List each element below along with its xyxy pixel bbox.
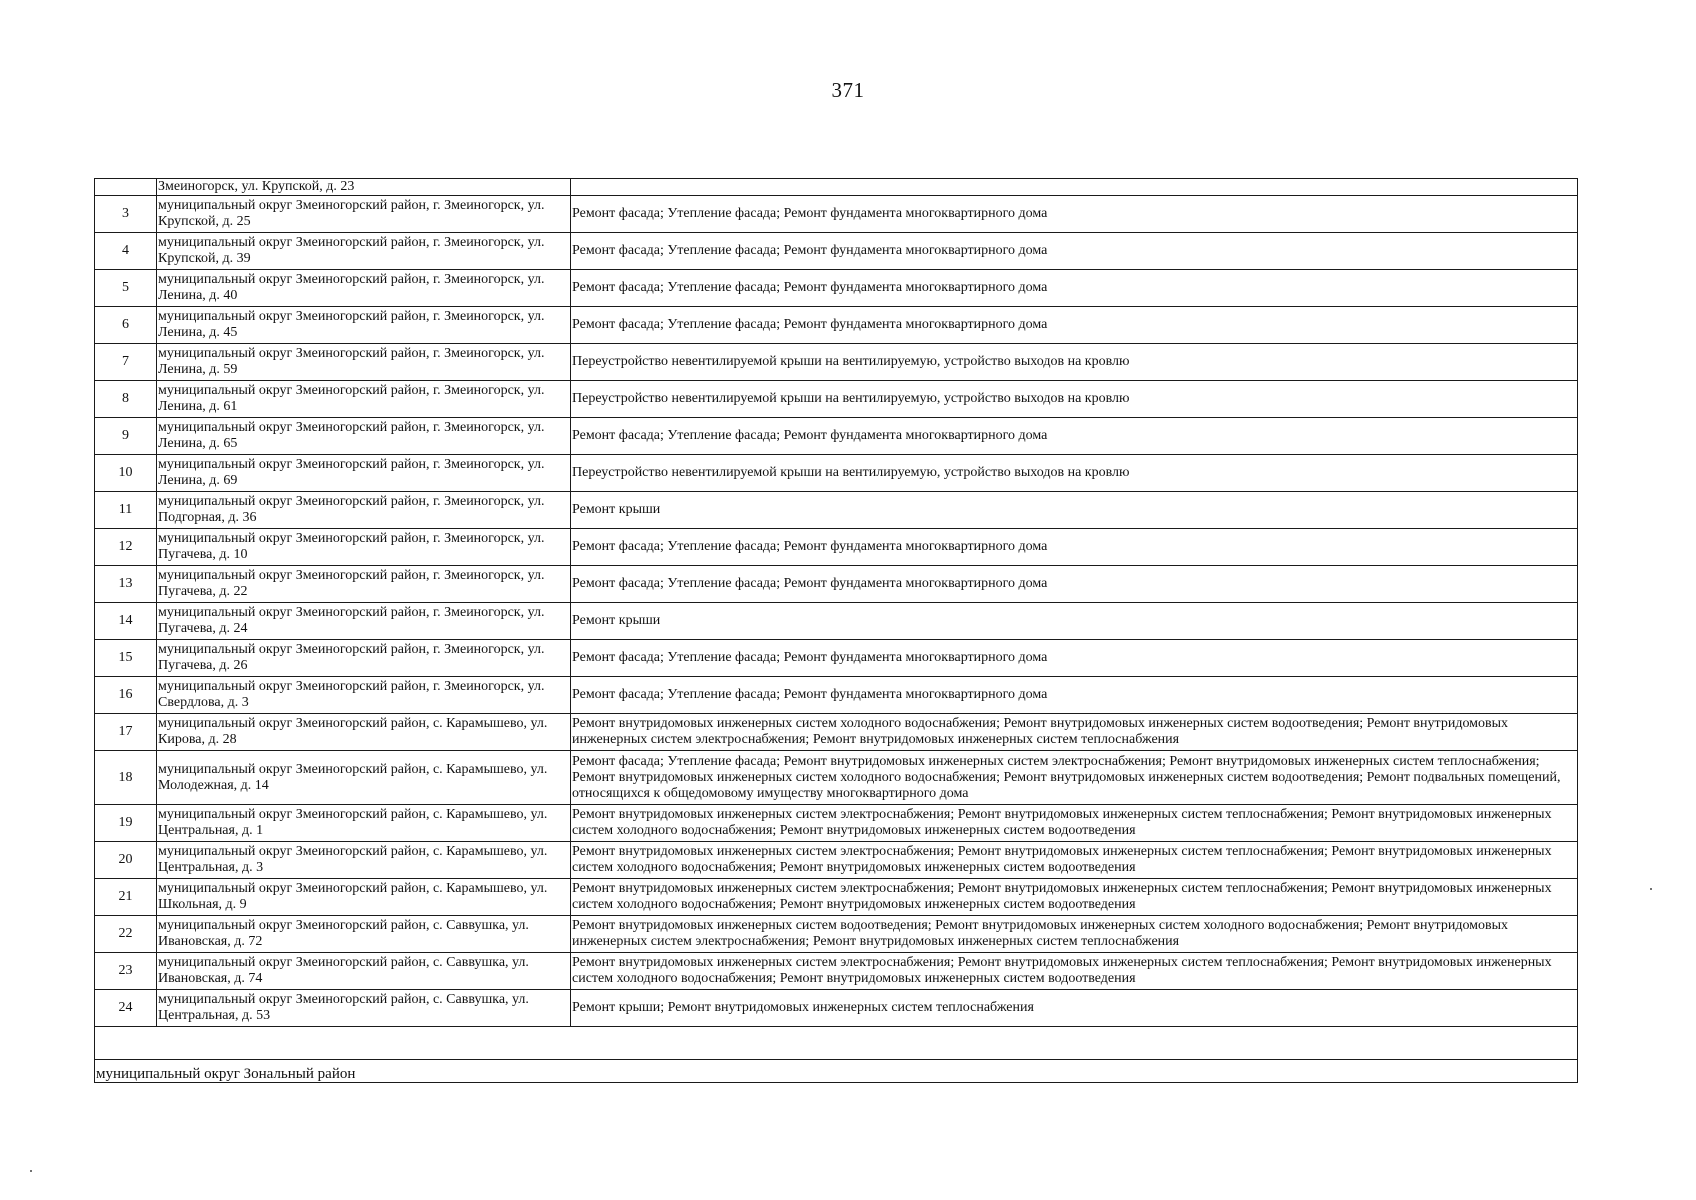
scan-speck xyxy=(1650,888,1652,890)
works-cell xyxy=(571,179,1578,196)
table-row xyxy=(95,916,1578,953)
table-row xyxy=(95,566,1578,603)
table-row xyxy=(95,879,1578,916)
continuation-row xyxy=(95,179,1578,196)
table-row xyxy=(95,196,1578,233)
row-number-cell xyxy=(95,179,157,196)
row-number-cell: 23 xyxy=(95,953,157,990)
works-cell: Ремонт фасада; Утепление фасада; Ремонт фундамента многоквартирного дома xyxy=(571,196,1578,233)
table-row xyxy=(95,344,1578,381)
row-number-cell: 8 xyxy=(95,381,157,418)
section-heading: муниципальный округ Зональный район xyxy=(95,1060,1578,1083)
row-number-cell: 16 xyxy=(95,677,157,714)
address-cell: муниципальный округ Змеиногорский район, г. Змеиногорск, ул. Ленина, д. 61 xyxy=(157,381,571,418)
works-cell: Ремонт фасада; Утепление фасада; Ремонт фундамента многоквартирного дома xyxy=(571,529,1578,566)
row-number-cell: 19 xyxy=(95,805,157,842)
row-number-cell: 3 xyxy=(95,196,157,233)
scan-speck xyxy=(30,1170,32,1172)
row-number-cell: 6 xyxy=(95,307,157,344)
table-row xyxy=(95,677,1578,714)
works-cell: Ремонт крыши; Ремонт внутридомовых инженерных систем теплоснабжения xyxy=(571,990,1578,1027)
address-cell: муниципальный округ Змеиногорский район, г. Змеиногорск, ул. Пугачева, д. 26 xyxy=(157,640,571,677)
works-cell: Переустройство невентилируемой крыши на вентилируемую, устройство выходов на кровлю xyxy=(571,381,1578,418)
address-cell: муниципальный округ Змеиногорский район, с. Саввушка, ул. Центральная, д. 53 xyxy=(157,990,571,1027)
section-gap-row xyxy=(95,1027,1578,1060)
address-cell: муниципальный округ Змеиногорский район, г. Змеиногорск, ул. Крупской, д. 25 xyxy=(157,196,571,233)
works-cell: Ремонт фасада; Утепление фасада; Ремонт фундамента многоквартирного дома xyxy=(571,640,1578,677)
table-row xyxy=(95,233,1578,270)
works-cell: Ремонт фасада; Утепление фасада; Ремонт фундамента многоквартирного дома xyxy=(571,233,1578,270)
works-cell: Ремонт внутридомовых инженерных систем электроснабжения; Ремонт внутридомовых инженерных систем теплоснабжения; Ремонт внутридомовых инженерных систем холодного водоснабжения; Ремонт внутридомовых инженерных систем водоотведения xyxy=(571,953,1578,990)
address-cell: муниципальный округ Змеиногорский район, с. Карамышево, ул. Центральная, д. 1 xyxy=(157,805,571,842)
address-cell: муниципальный округ Змеиногорский район, г. Змеиногорск, ул. Свердлова, д. 3 xyxy=(157,677,571,714)
row-number-cell: 20 xyxy=(95,842,157,879)
table-row xyxy=(95,603,1578,640)
address-cell: муниципальный округ Змеиногорский район, г. Змеиногорск, ул. Ленина, д. 65 xyxy=(157,418,571,455)
address-cell: муниципальный округ Змеиногорский район, г. Змеиногорск, ул. Ленина, д. 45 xyxy=(157,307,571,344)
row-number-cell: 14 xyxy=(95,603,157,640)
address-cell: муниципальный округ Змеиногорский район, с. Карамышево, ул. Кирова, д. 28 xyxy=(157,714,571,751)
address-cell: муниципальный округ Змеиногорский район, г. Змеиногорск, ул. Пугачева, д. 10 xyxy=(157,529,571,566)
works-cell: Ремонт внутридомовых инженерных систем электроснабжения; Ремонт внутридомовых инженерных систем теплоснабжения; Ремонт внутридомовых инженерных систем холодного водоснабжения; Ремонт внутридомовых инженерных систем водоотведения xyxy=(571,805,1578,842)
works-cell: Ремонт фасада; Утепление фасада; Ремонт внутридомовых инженерных систем электроснабжения; Ремонт внутридомовых инженерных систем теплоснабжения; Ремонт внутридомовых инженерных систем холодного водоснабжения; Ремонт внутридомовых инженерных систем водоотведения; Ремонт подвальных помещений, относящихся к общедомовому имуществу многоквартирного дома xyxy=(571,751,1578,805)
table-row xyxy=(95,640,1578,677)
address-cell: муниципальный округ Змеиногорский район, г. Змеиногорск, ул. Пугачева, д. 24 xyxy=(157,603,571,640)
row-number-cell: 9 xyxy=(95,418,157,455)
table-row xyxy=(95,529,1578,566)
address-cell: муниципальный округ Змеиногорский район, г. Змеиногорск, ул. Ленина, д. 59 xyxy=(157,344,571,381)
row-number-cell: 18 xyxy=(95,751,157,805)
address-cell: муниципальный округ Змеиногорский район, с. Карамышево, ул. Школьная, д. 9 xyxy=(157,879,571,916)
address-cell: муниципальный округ Змеиногорский район, г. Змеиногорск, ул. Пугачева, д. 22 xyxy=(157,566,571,603)
works-cell: Ремонт внутридомовых инженерных систем водоотведения; Ремонт внутридомовых инженерных систем холодного водоснабжения; Ремонт внутридомовых инженерных систем электроснабжения; Ремонт внутридомовых инженерных систем теплоснабжения xyxy=(571,916,1578,953)
works-cell: Ремонт фасада; Утепление фасада; Ремонт фундамента многоквартирного дома xyxy=(571,677,1578,714)
table-row xyxy=(95,418,1578,455)
table-row xyxy=(95,842,1578,879)
row-number-cell: 13 xyxy=(95,566,157,603)
works-cell: Ремонт крыши xyxy=(571,603,1578,640)
works-cell: Ремонт фасада; Утепление фасада; Ремонт фундамента многоквартирного дома xyxy=(571,418,1578,455)
table-row xyxy=(95,270,1578,307)
row-number-cell: 4 xyxy=(95,233,157,270)
row-number-cell: 24 xyxy=(95,990,157,1027)
works-cell: Переустройство невентилируемой крыши на вентилируемую, устройство выходов на кровлю xyxy=(571,455,1578,492)
row-number-cell: 12 xyxy=(95,529,157,566)
table-row xyxy=(95,805,1578,842)
row-number-cell: 17 xyxy=(95,714,157,751)
address-cell: муниципальный округ Змеиногорский район, с. Саввушка, ул. Ивановская, д. 74 xyxy=(157,953,571,990)
row-number-cell: 15 xyxy=(95,640,157,677)
works-cell: Ремонт внутридомовых инженерных систем холодного водоснабжения; Ремонт внутридомовых инженерных систем водоотведения; Ремонт внутридомовых инженерных систем электроснабжения; Ремонт внутридомовых инженерных систем теплоснабжения xyxy=(571,714,1578,751)
row-number-cell: 10 xyxy=(95,455,157,492)
row-number-cell: 22 xyxy=(95,916,157,953)
table-row xyxy=(95,307,1578,344)
section-heading-row xyxy=(95,1060,1578,1083)
table-row xyxy=(95,714,1578,751)
row-number-cell: 11 xyxy=(95,492,157,529)
row-number-cell: 21 xyxy=(95,879,157,916)
works-cell: Ремонт внутридомовых инженерных систем электроснабжения; Ремонт внутридомовых инженерных систем теплоснабжения; Ремонт внутридомовых инженерных систем холодного водоснабжения; Ремонт внутридомовых инженерных систем водоотведения xyxy=(571,879,1578,916)
works-cell: Ремонт фасада; Утепление фасада; Ремонт фундамента многоквартирного дома xyxy=(571,566,1578,603)
table-row xyxy=(95,751,1578,805)
row-number-cell: 5 xyxy=(95,270,157,307)
works-cell: Ремонт крыши xyxy=(571,492,1578,529)
address-cell: муниципальный округ Змеиногорский район, г. Змеиногорск, ул. Ленина, д. 69 xyxy=(157,455,571,492)
table-row xyxy=(95,990,1578,1027)
section-gap-cell xyxy=(95,1027,1578,1060)
address-cell: муниципальный округ Змеиногорский район, г. Змеиногорск, ул. Подгорная, д. 36 xyxy=(157,492,571,529)
table-row xyxy=(95,492,1578,529)
row-number-cell: 7 xyxy=(95,344,157,381)
address-cell: Змеиногорск, ул. Крупской, д. 23 xyxy=(157,179,571,196)
works-cell: Ремонт внутридомовых инженерных систем электроснабжения; Ремонт внутридомовых инженерных систем теплоснабжения; Ремонт внутридомовых инженерных систем холодного водоснабжения; Ремонт внутридомовых инженерных систем водоотведения xyxy=(571,842,1578,879)
address-cell: муниципальный округ Змеиногорский район, с. Саввушка, ул. Ивановская, д. 72 xyxy=(157,916,571,953)
address-cell: муниципальный округ Змеиногорский район, с. Карамышево, ул. Молодежная, д. 14 xyxy=(157,751,571,805)
works-cell: Переустройство невентилируемой крыши на вентилируемую, устройство выходов на кровлю xyxy=(571,344,1578,381)
address-cell: муниципальный округ Змеиногорский район, г. Змеиногорск, ул. Ленина, д. 40 xyxy=(157,270,571,307)
table-row xyxy=(95,953,1578,990)
table-row xyxy=(95,381,1578,418)
works-cell: Ремонт фасада; Утепление фасада; Ремонт фундамента многоквартирного дома xyxy=(571,270,1578,307)
table-row xyxy=(95,455,1578,492)
address-cell: муниципальный округ Змеиногорский район, с. Карамышево, ул. Центральная, д. 3 xyxy=(157,842,571,879)
works-cell: Ремонт фасада; Утепление фасада; Ремонт фундамента многоквартирного дома xyxy=(571,307,1578,344)
address-cell: муниципальный округ Змеиногорский район, г. Змеиногорск, ул. Крупской, д. 39 xyxy=(157,233,571,270)
page-number: 371 xyxy=(831,78,865,102)
repair-works-table xyxy=(94,178,1578,1083)
